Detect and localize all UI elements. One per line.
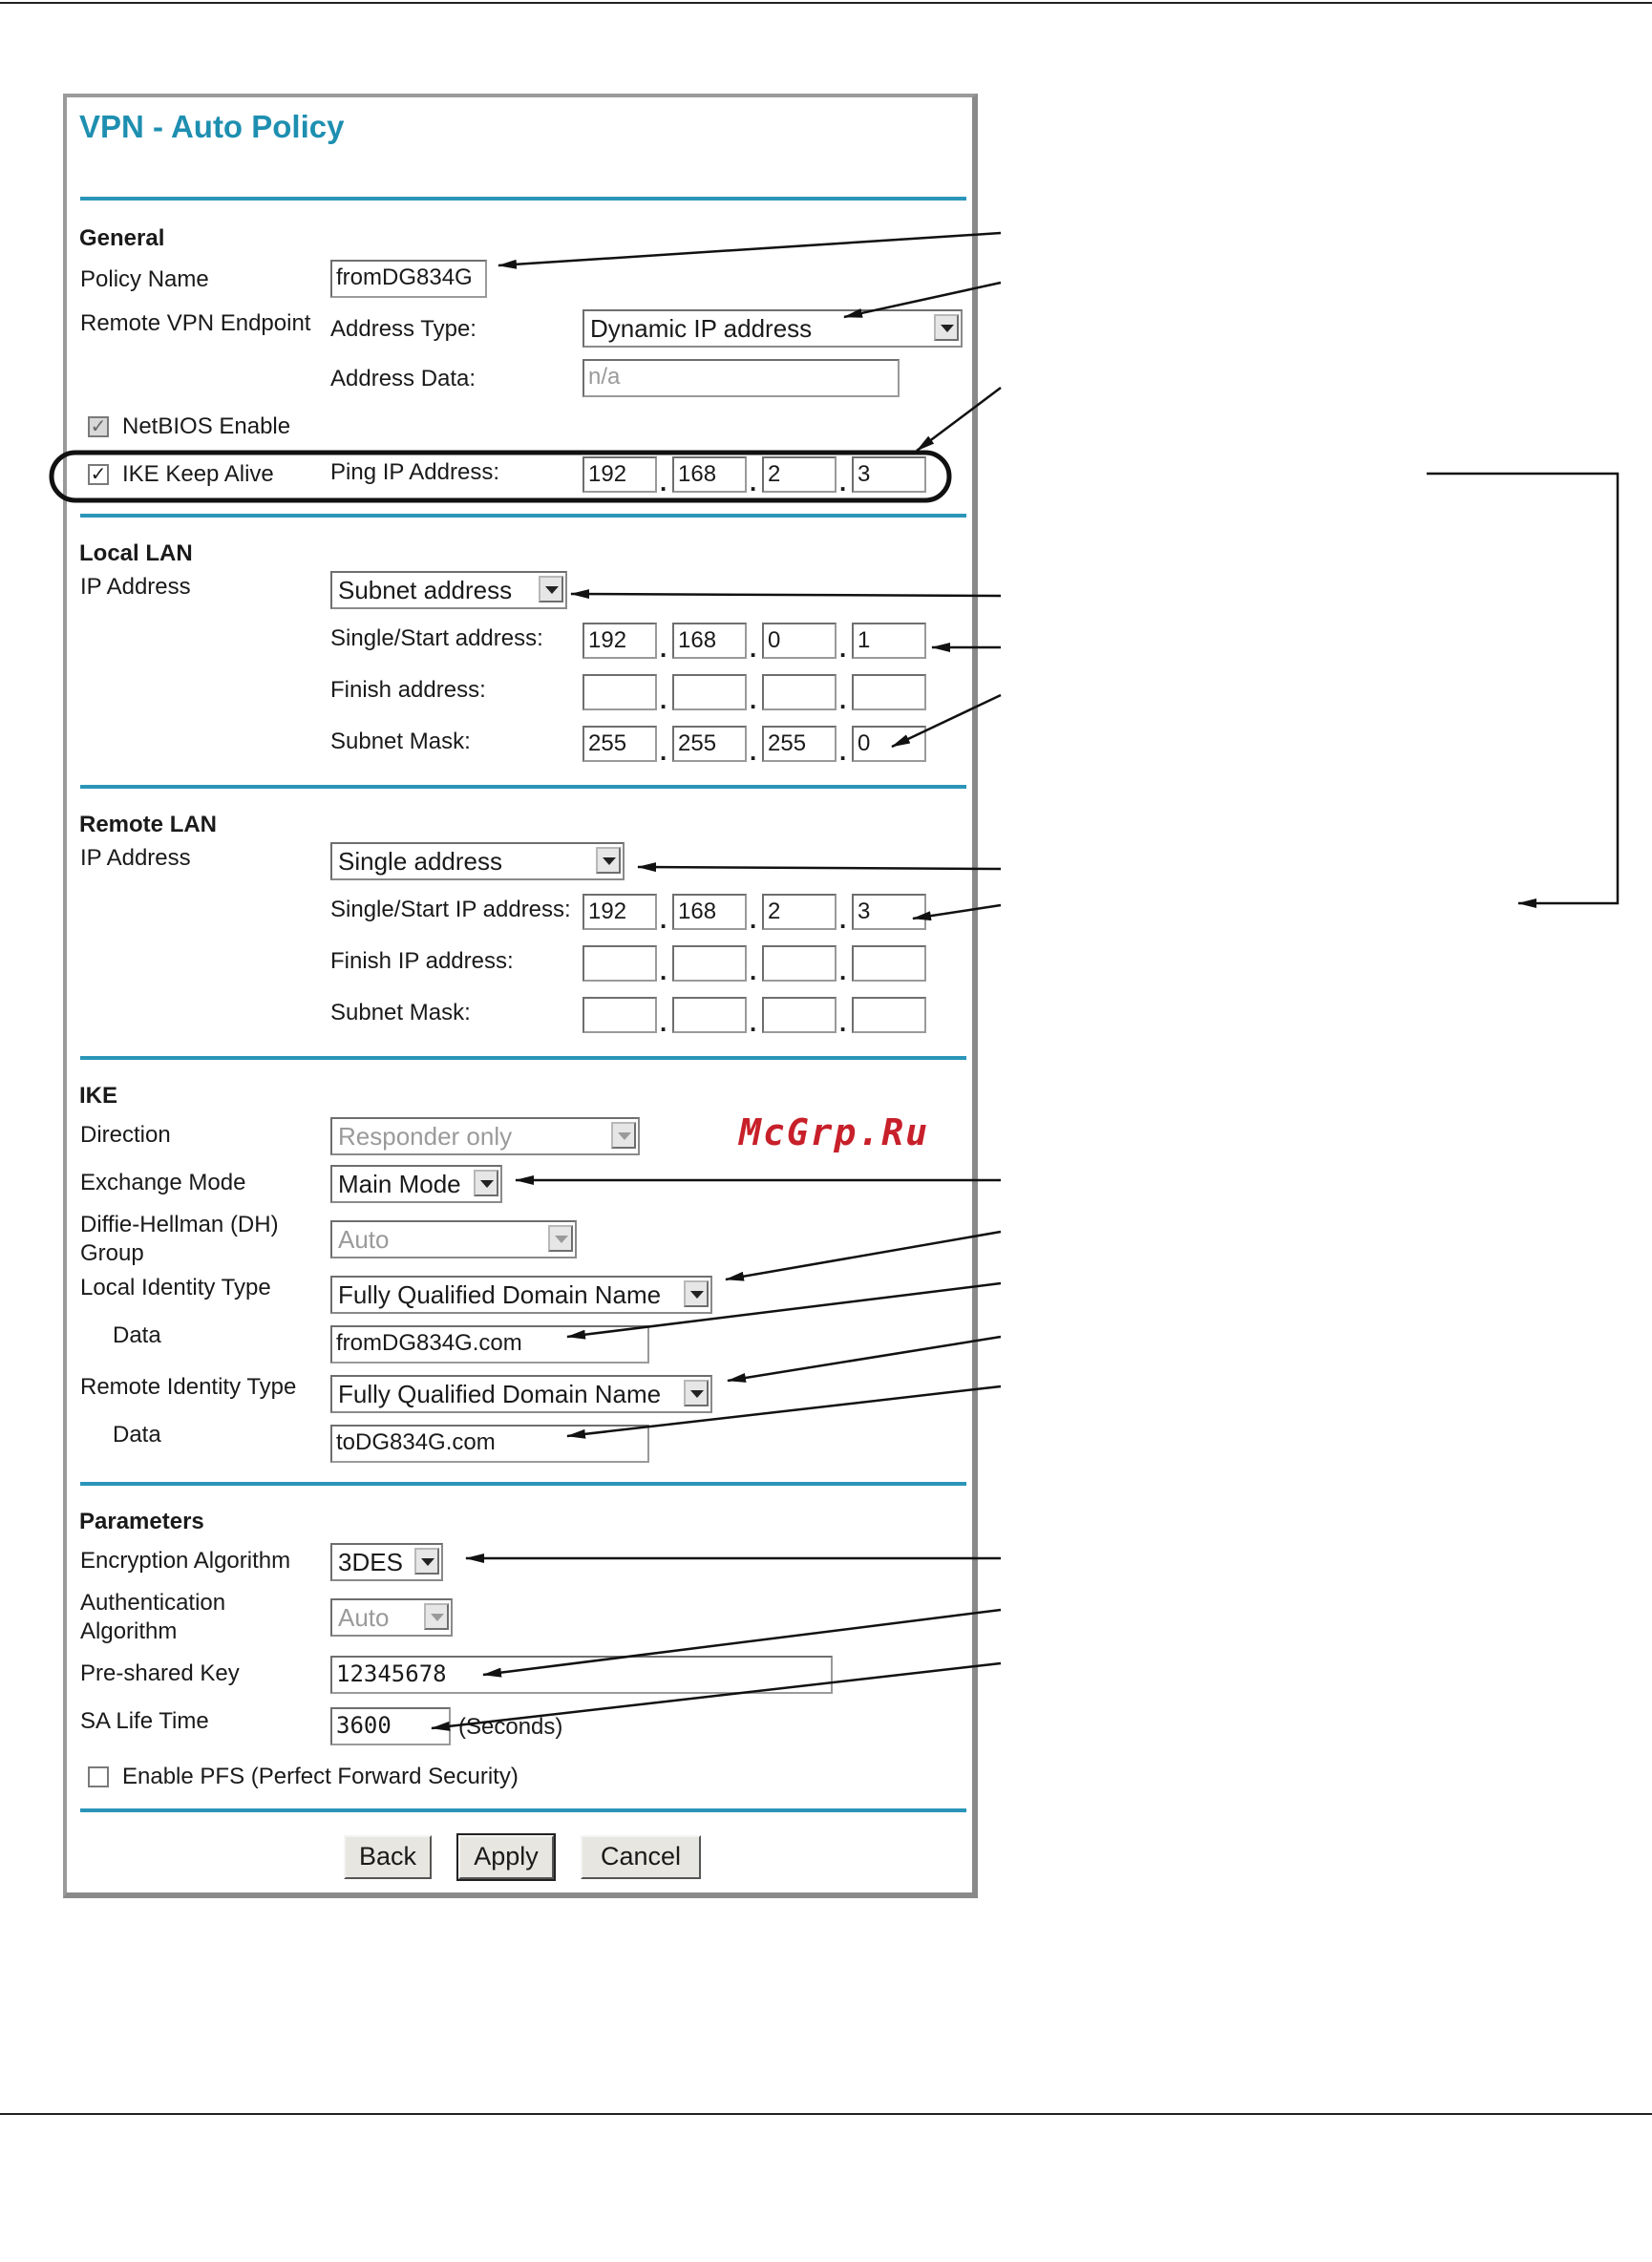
back-button[interactable]: Back <box>344 1835 432 1879</box>
ping-ip-octet-4[interactable]: 3 <box>852 456 926 493</box>
dh-group-label-line-2: Group <box>80 1240 144 1266</box>
local-mask-octet-2[interactable]: 255 <box>672 726 747 762</box>
page-bottom-rule <box>0 2113 1652 2115</box>
encryption-algorithm-label: Encryption Algorithm <box>80 1548 291 1574</box>
local-mask-octet-4[interactable]: 0 <box>852 726 926 762</box>
ping-ip-octet-1[interactable]: 192 <box>582 456 657 493</box>
ike-heading: IKE <box>79 1083 118 1109</box>
ip-dot: . <box>839 1008 847 1037</box>
local-mask-octet-1[interactable]: 255 <box>582 726 657 762</box>
callout-arrow <box>567 1283 1001 1337</box>
direction-value: Responder only <box>338 1122 513 1151</box>
callout-arrow <box>638 867 1001 869</box>
ping-ip-octet-3[interactable]: 2 <box>762 456 837 493</box>
remote-mask-label: Subnet Mask: <box>330 1000 471 1025</box>
ip-dot: . <box>660 468 667 497</box>
ike-keep-alive-label: IKE Keep Alive <box>122 461 274 487</box>
local-start-octet-4[interactable]: 1 <box>852 623 926 659</box>
callout-arrow <box>892 695 1001 747</box>
local-mask-label: Subnet Mask: <box>330 729 471 754</box>
ip-dot: . <box>750 957 757 985</box>
local-start-octet-2[interactable]: 168 <box>672 623 747 659</box>
ip-dot: . <box>839 634 847 663</box>
remote-start-octet-4[interactable]: 3 <box>852 894 926 930</box>
local-mask-octet-3[interactable]: 255 <box>762 726 837 762</box>
auth-algorithm-label-line-1: Authentication <box>80 1590 226 1616</box>
callout-arrow <box>728 1337 1001 1381</box>
local-identity-data-label: Data <box>113 1322 161 1348</box>
local-ip-address-label: IP Address <box>80 574 191 600</box>
remote-identity-data-input[interactable]: toDG834G.com <box>330 1425 649 1463</box>
sa-life-time-input[interactable]: 3600 <box>330 1707 451 1745</box>
general-heading: General <box>79 225 165 251</box>
local-lan-heading: Local LAN <box>79 540 193 566</box>
remote-ip-type-value: Single address <box>338 847 502 876</box>
local-start-label: Single/Start address: <box>330 625 543 651</box>
enable-pfs-label: Enable PFS (Perfect Forward Security) <box>122 1764 519 1789</box>
ip-dot: . <box>660 686 667 714</box>
address-type-value: Dynamic IP address <box>590 314 813 343</box>
callout-arrow <box>917 388 1001 451</box>
auth-algorithm-value: Auto <box>338 1603 390 1632</box>
local-ip-type-value: Subnet address <box>338 576 513 604</box>
callout-arrow <box>567 1386 1001 1436</box>
local-identity-type-label: Local Identity Type <box>80 1275 271 1300</box>
callout-arrow <box>432 1663 1001 1728</box>
remote-identity-type-label: Remote Identity Type <box>80 1374 297 1400</box>
remote-start-label: Single/Start IP address: <box>330 897 571 922</box>
exchange-mode-label: Exchange Mode <box>80 1170 246 1195</box>
local-finish-label: Finish address: <box>330 677 486 703</box>
parameters-heading: Parameters <box>79 1509 204 1534</box>
encryption-algorithm-value: 3DES <box>338 1548 403 1576</box>
callout-arrow <box>913 905 1001 919</box>
ping-ip-octet-2[interactable]: 168 <box>672 456 747 493</box>
ip-dot: . <box>839 737 847 766</box>
callout-bracket-arrow <box>1427 474 1618 903</box>
ike-keep-alive-checkbox[interactable]: ✓ <box>88 464 109 485</box>
ip-dot: . <box>750 905 757 934</box>
callout-arrow <box>844 283 1001 317</box>
ip-dot: . <box>839 957 847 985</box>
ip-dot: . <box>839 468 847 497</box>
apply-button[interactable]: Apply <box>458 1835 554 1879</box>
ip-dot: . <box>660 1008 667 1037</box>
auth-algorithm-label-line-2: Algorithm <box>80 1618 178 1644</box>
remote-start-octet-1[interactable]: 192 <box>582 894 657 930</box>
policy-name-input[interactable]: fromDG834G <box>330 260 487 298</box>
ping-ip-label: Ping IP Address: <box>330 459 499 485</box>
ip-dot: . <box>839 686 847 714</box>
ip-dot: . <box>660 957 667 985</box>
local-identity-data-input[interactable]: fromDG834G.com <box>330 1325 649 1364</box>
pre-shared-key-label: Pre-shared Key <box>80 1660 240 1686</box>
ip-dot: . <box>839 905 847 934</box>
callout-arrow <box>571 594 1001 596</box>
dh-group-value: Auto <box>338 1225 390 1254</box>
remote-identity-type-value: Fully Qualified Domain Name <box>338 1380 662 1408</box>
remote-identity-data-label: Data <box>113 1422 161 1448</box>
address-data-input[interactable]: n/a <box>582 359 900 397</box>
ip-dot: . <box>660 905 667 934</box>
remote-vpn-endpoint-label: Remote VPN Endpoint <box>80 310 311 336</box>
ip-dot: . <box>750 1008 757 1037</box>
remote-start-octet-3[interactable]: 2 <box>762 894 837 930</box>
address-data-label: Address Data: <box>330 366 477 391</box>
local-start-octet-1[interactable]: 192 <box>582 623 657 659</box>
remote-start-octet-2[interactable]: 168 <box>672 894 747 930</box>
ip-dot: . <box>750 737 757 766</box>
sa-life-time-unit: (Seconds) <box>458 1714 563 1740</box>
ip-dot: . <box>750 468 757 497</box>
address-type-label: Address Type: <box>330 316 477 342</box>
policy-name-label: Policy Name <box>80 266 209 292</box>
dh-group-label-line-1: Diffie-Hellman (DH) <box>80 1212 279 1237</box>
remote-finish-label: Finish IP address: <box>330 948 514 974</box>
callout-arrow <box>483 1610 1001 1675</box>
remote-lan-heading: Remote LAN <box>79 812 218 837</box>
page-title: VPN - Auto Policy <box>79 109 345 144</box>
ip-dot: . <box>750 634 757 663</box>
watermark-text: McGrp.Ru <box>739 1111 930 1153</box>
ip-dot: . <box>750 686 757 714</box>
netbios-checkbox[interactable]: ✓ <box>88 416 109 437</box>
ip-dot: . <box>660 634 667 663</box>
callout-arrow <box>726 1232 1001 1279</box>
cancel-button[interactable]: Cancel <box>581 1835 701 1879</box>
sa-life-time-label: SA Life Time <box>80 1708 209 1734</box>
local-identity-type-value: Fully Qualified Domain Name <box>338 1280 662 1309</box>
netbios-label: NetBIOS Enable <box>122 413 291 439</box>
direction-label: Direction <box>80 1122 171 1148</box>
exchange-mode-value: Main Mode <box>338 1170 461 1198</box>
local-start-octet-3[interactable]: 0 <box>762 623 837 659</box>
callout-arrow <box>498 233 1001 265</box>
remote-ip-address-label: IP Address <box>80 845 191 871</box>
ip-dot: . <box>660 737 667 766</box>
pre-shared-key-input[interactable]: 12345678 <box>330 1656 833 1694</box>
ike-keep-alive-highlight <box>52 453 949 500</box>
